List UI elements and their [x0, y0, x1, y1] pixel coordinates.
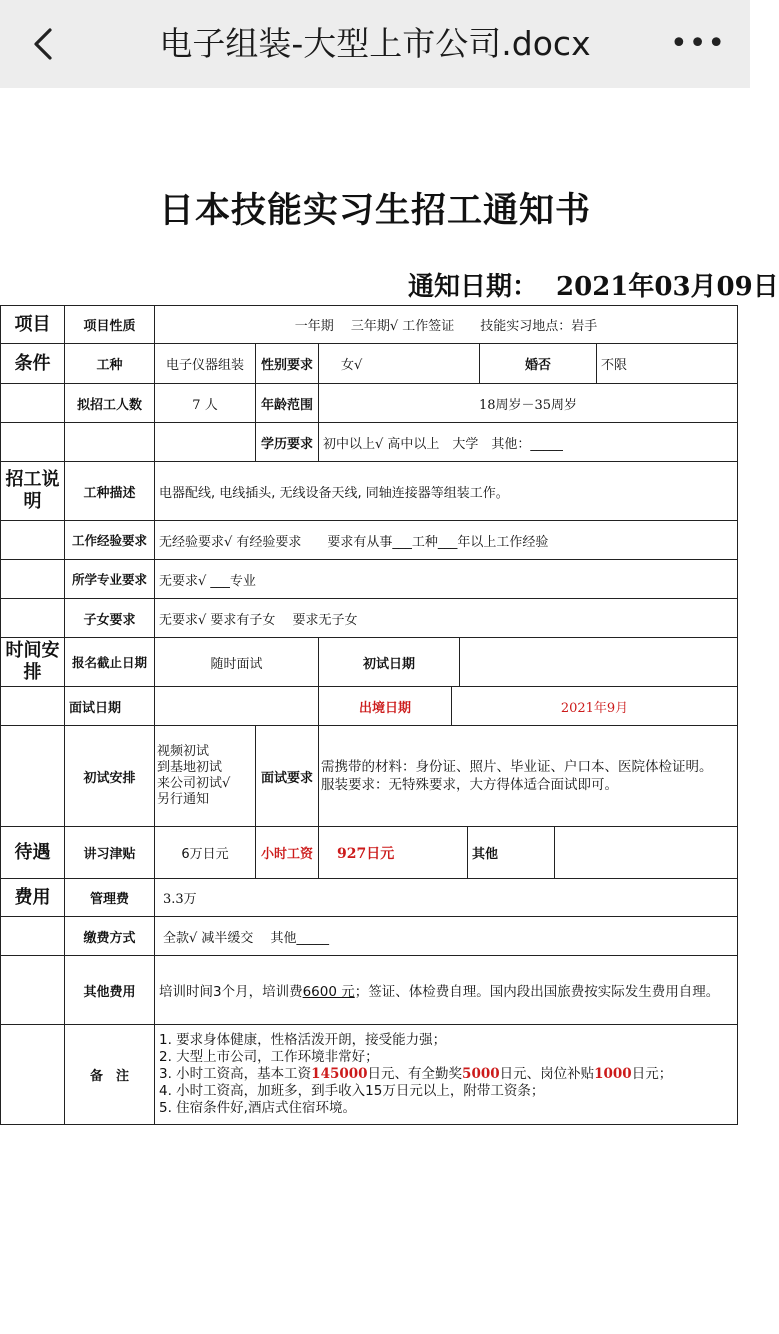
allowance-value: 6万日元: [154, 826, 256, 879]
arrangement-option: 另行通知: [157, 792, 210, 807]
other-fees-label: 其他费用: [64, 955, 155, 1025]
notice-date: [408, 266, 779, 303]
interview-date-label: 面试日期: [64, 686, 155, 726]
remark-line: 1. 要求身体健康，性格活泼开朗，接受能力强；: [159, 1032, 447, 1048]
major-label: 所学专业要求: [64, 559, 155, 599]
job-type-label: 工种: [64, 343, 155, 384]
remark-text: 3. 小时工资高，基本工资: [159, 1066, 312, 1082]
recruitment-form-table: [0, 300, 750, 1130]
remark-line: 4. 小时工资高，加班多，到手收入15万日元以上，附带工资条；: [159, 1083, 545, 1099]
section-fees: 费用: [0, 878, 65, 917]
deadline-label: 报名截止日期: [64, 637, 155, 687]
empty-section-cell: [0, 520, 65, 560]
project-nature-value: 一年期 三年期√ 工作签证 技能实习地点：岩手: [154, 305, 738, 344]
empty-section-cell: [0, 955, 65, 1025]
section-schedule: 时间安排: [0, 637, 65, 687]
payment-label: 缴费方式: [64, 916, 155, 956]
attendance-bonus-amount: 5000: [462, 1066, 500, 1082]
other-benefit-value: [554, 826, 738, 879]
first-interview-date-label: 初试日期: [318, 637, 460, 687]
mgmt-fee-label: 管理费: [64, 878, 155, 917]
education-label: 学历要求: [255, 422, 319, 462]
deadline-value: 随时面试: [154, 637, 319, 687]
empty-section-cell: [0, 559, 65, 599]
age-value: 18周岁－35周岁: [318, 383, 738, 423]
interview-req-label: 面试要求: [255, 725, 319, 827]
other-benefit-label: 其他: [467, 826, 555, 879]
interview-req-line: 需携带的材料：身份证、照片、毕业证、户口本、医院体检证明。: [321, 759, 713, 775]
gender-label: 性别要求: [255, 343, 319, 384]
remark-line: 2. 大型上市公司，工作环境非常好；: [159, 1049, 379, 1065]
marital-label: 婚否: [479, 343, 597, 384]
remark-line: 5. 住宿条件好,酒店式住宿环境。: [159, 1100, 356, 1116]
interview-req-value: [318, 725, 738, 827]
job-type-value: 电子仪器组装: [154, 343, 256, 384]
job-desc-value: 电器配线, 电线插头, 无线设备天线, 同轴连接器等组装工作。: [154, 461, 738, 521]
other-fees-prefix: 培训时间3个月，培训费: [159, 984, 303, 1000]
empty-label-cell: [64, 422, 155, 462]
empty-section-cell: [0, 1024, 65, 1125]
other-fees-suffix: ；签证、体检费自理。国内段出国旅费按实际发生费用自理。: [354, 984, 720, 1000]
notice-date-value: 2021年03月09日: [556, 272, 779, 302]
allowance-label: 讲习津贴: [64, 826, 155, 879]
arrangement-option: 视频初试: [157, 744, 210, 759]
headcount-label: 拟招工人数: [64, 383, 155, 423]
headcount-value: 7 人: [154, 383, 256, 423]
base-salary-amount: 145000: [311, 1066, 368, 1082]
notice-date-label: 通知日期：: [408, 272, 539, 302]
hourly-wage-label: 小时工资: [255, 826, 319, 879]
mgmt-fee-value: 3.3万: [154, 878, 738, 917]
other-fees-value: [154, 955, 738, 1025]
first-arrangement-options: [154, 725, 256, 827]
empty-section-cell: [0, 598, 65, 638]
chevron-left-icon: [22, 22, 66, 66]
experience-label: 工作经验要求: [64, 520, 155, 560]
arrangement-option: 到基地初试: [157, 760, 223, 775]
marital-value: 不限: [596, 343, 738, 384]
empty-section-cell: [0, 725, 65, 827]
remark-text: 日元、岗位补贴: [499, 1066, 595, 1082]
remarks-label: 备 注: [64, 1024, 155, 1125]
first-interview-date-value: [459, 637, 738, 687]
empty-section-cell: [0, 422, 65, 462]
major-value: 无要求√ ___专业: [154, 559, 738, 599]
top-nav-bar: [0, 0, 750, 88]
remark-text: 日元、有全勤奖: [367, 1066, 463, 1082]
children-value: 无要求√ 要求有子女 要求无子女: [154, 598, 738, 638]
training-fee-amount: 6600 元: [302, 984, 355, 1000]
payment-value: 全款√ 减半缓交 其他_____: [154, 916, 738, 956]
position-allowance-amount: 1000: [594, 1066, 632, 1082]
experience-value: 无经验要求√ 有经验要求 要求有从事___工种___年以上工作经验: [154, 520, 738, 560]
children-label: 子女要求: [64, 598, 155, 638]
remark-line: [159, 1066, 672, 1083]
document-title: 日本技能实习生招工通知书: [158, 191, 591, 231]
remarks-value: [154, 1024, 738, 1125]
section-benefits: 待遇: [0, 826, 65, 879]
age-label: 年龄范围: [255, 383, 319, 423]
education-value: 初中以上√ 高中以上 大学 其他：_____: [318, 422, 738, 462]
section-project: 项目: [0, 305, 65, 344]
departure-date-label: 出境日期: [318, 686, 452, 726]
departure-date-value: 2021年9月: [451, 686, 738, 726]
first-arrangement-label: 初试安排: [64, 725, 155, 827]
more-dots-icon: •••: [670, 26, 727, 61]
gender-value: 女√: [318, 343, 480, 384]
section-recruit: 招工说明: [0, 461, 65, 521]
empty-section-cell: [0, 686, 65, 726]
remark-text: 日元；: [631, 1066, 673, 1082]
project-nature-label: 项目性质: [64, 305, 155, 344]
section-conditions: 条件: [0, 343, 65, 384]
more-options-button[interactable]: [670, 24, 727, 64]
empty-section-cell: [0, 916, 65, 956]
back-button[interactable]: [22, 22, 66, 66]
arrangement-option: 来公司初试√: [157, 776, 231, 791]
interview-date-value: [154, 686, 319, 726]
hourly-wage-value: 927日元: [318, 826, 468, 879]
file-title: 电子组装-大型上市公司.docx: [159, 24, 591, 63]
interview-req-line: 服装要求：无特殊要求，大方得体适合面试即可。: [321, 777, 618, 793]
empty-section-cell: [0, 383, 65, 423]
job-desc-label: 工种描述: [64, 461, 155, 521]
empty-value-cell: [154, 422, 256, 462]
